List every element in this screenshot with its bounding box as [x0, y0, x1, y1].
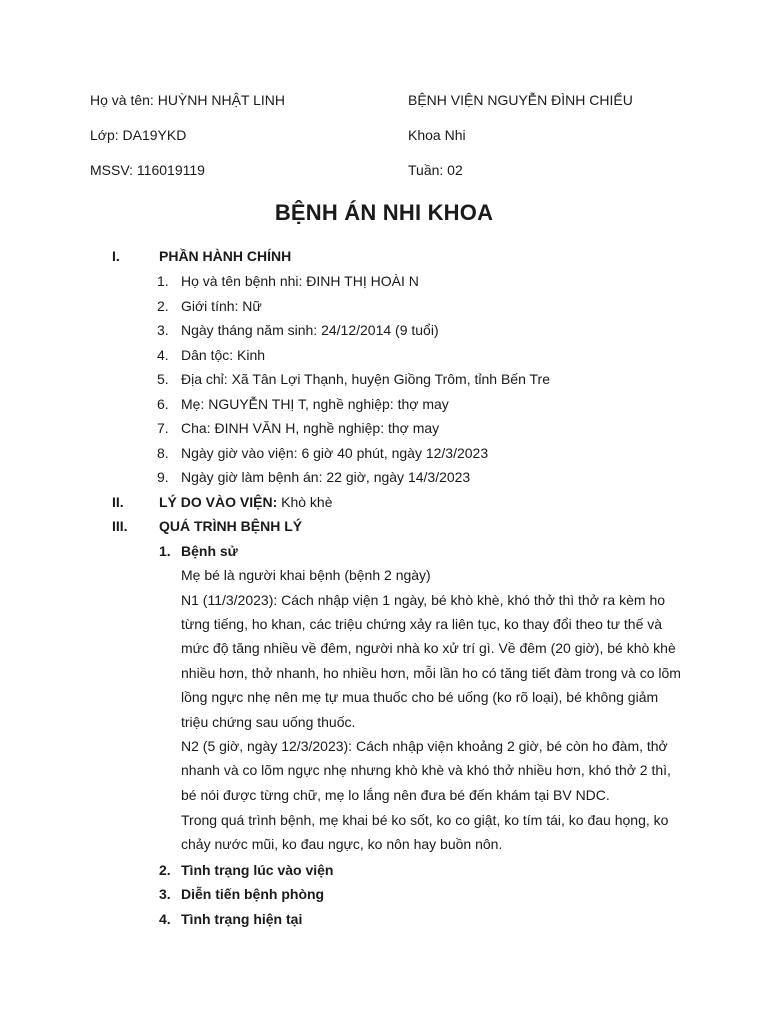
subsection-title: Bệnh sử [181, 542, 238, 559]
document-header [90, 90, 710, 195]
list-item-text: Ngày tháng năm sinh: 24/12/2014 (9 tuổi) [181, 322, 439, 338]
list-item: 3. Ngày tháng năm sinh: 24/12/2014 (9 tuổi) [157, 322, 439, 338]
list-item-text: Ngày giờ vào viện: 6 giờ 40 phút, ngày 12/3/2023 [181, 444, 489, 461]
section-number: II. [112, 493, 124, 510]
list-item-text: Giới tính: Nữ [181, 297, 262, 314]
subsection-admission-status: 2. Tình trạng lúc vào viện [159, 861, 334, 878]
section-title: LÝ DO VÀO VIỆN: Khò khè [159, 493, 333, 510]
list-item: 4. Dân tộc: Kinh [157, 346, 266, 363]
student-id: MSSV: 116019119 [90, 162, 205, 178]
subsection-title: Tình trạng hiện tại [181, 910, 303, 927]
list-item: 7. Cha: ĐINH VĂN H, nghề nghiệp: thợ may [157, 420, 440, 436]
section-number: III. [112, 518, 128, 534]
list-item-text: Địa chỉ: Xã Tân Lợi Thạnh, huyện Giồng Trôm, tỉnh Bến Tre [181, 371, 550, 387]
hospital-name: BỆNH VIỆN NGUYỄN ĐÌNH CHIỂU [408, 92, 633, 108]
section-number: I. [112, 248, 120, 264]
list-item: 8. Ngày giờ vào viện: 6 giờ 40 phút, ngày 12/3/2023 [157, 444, 489, 461]
week-label: Tuần: 02 [408, 162, 463, 178]
department-name: Khoa Nhi [408, 127, 466, 143]
list-item: 6. Mẹ: NGUYỄN THỊ T, nghề nghiệp: thợ may [157, 395, 449, 412]
list-item-text: Dân tộc: Kinh [181, 346, 266, 363]
subsection-title: Tình trạng lúc vào viện [181, 861, 334, 878]
document-title: BỆNH ÁN NHI KHOA [274, 200, 494, 225]
list-item: 5. Địa chỉ: Xã Tân Lợi Thạnh, huyện Giồng Trôm, tỉnh Bến Tre [157, 371, 550, 387]
student-name: Họ và tên: HUỲNH NHẬT LINH [90, 92, 286, 108]
list-item: 1. Họ và tên bệnh nhi: ĐINH THỊ HOÀI N [157, 273, 419, 289]
subsection-ward-progress: 3. Diễn tiến bệnh phòng [159, 886, 325, 902]
subsection-title: Diễn tiến bệnh phòng [181, 886, 325, 902]
section-title: QUÁ TRÌNH BỆNH LÝ [159, 518, 303, 534]
list-item: 2. Giới tính: Nữ [157, 297, 262, 314]
history-paragraph: Mẹ bé là người khai bệnh (bệnh 2 ngày) [181, 567, 431, 583]
list-item-text: Họ và tên bệnh nhi: ĐINH THỊ HOÀI N [181, 273, 419, 289]
list-item: 9. Ngày giờ làm bệnh án: 22 giờ, ngày 14/3/2023 [157, 469, 471, 485]
list-item-text: Mẹ: NGUYỄN THỊ T, nghề nghiệp: thợ may [181, 395, 449, 412]
subsection-current-status: 4. Tình trạng hiện tại [159, 910, 303, 927]
list-item-text: Cha: ĐINH VĂN H, nghề nghiệp: thợ may [181, 420, 440, 436]
student-class: Lớp: DA19YKD [90, 127, 187, 143]
admission-reason: Khò khè [277, 493, 333, 510]
history-paragraph: N1 (11/3/2023): Cách nhập viện 1 ngày, bé khò khè, khó thở thì thở ra kèm ho từng tiếng, ho khan, các triệu chứng xảy ra liên tục, ko thay đổi theo tư thế và mức độ tăng nhiều về đêm, người nhà ko xử trí gì. Về đêm (20 giờ), bé khò khè nhiều hơn, thở nhanh, ho nhiều hơn, mỗi lần ho có tăng tiết đàm trong và co lõm lồng ngực nhẹ nên mẹ tự mua thuốc cho bé uống (ko rõ loại), bé không giảm triệu chứng sau uống thuốc. [181, 591, 681, 730]
section-title: PHẦN HÀNH CHÍNH [159, 248, 292, 264]
history-paragraph: N2 (5 giờ, ngày 12/3/2023): Cách nhập viện khoảng 2 giờ, bé còn ho đàm, thở nhanh và co lõm ngực nhẹ nhưng khò khè và khó thở nhiều hơn, khó thở 2 thì, bé nói được từng chữ, mẹ lo lắng nên đưa bé đến khám tại BV NDC. [181, 738, 671, 803]
history-paragraph: Trong quá trình bệnh, mẹ khai bé ko sốt, ko co giật, ko tím tái, ko đau họng, ko chảy nước mũi, ko đau ngực, ko nôn hay buồn nôn. [181, 811, 669, 852]
list-item-text: Ngày giờ làm bệnh án: 22 giờ, ngày 14/3/2023 [181, 469, 471, 485]
subsection-history: 1. Bệnh sử [159, 542, 238, 559]
